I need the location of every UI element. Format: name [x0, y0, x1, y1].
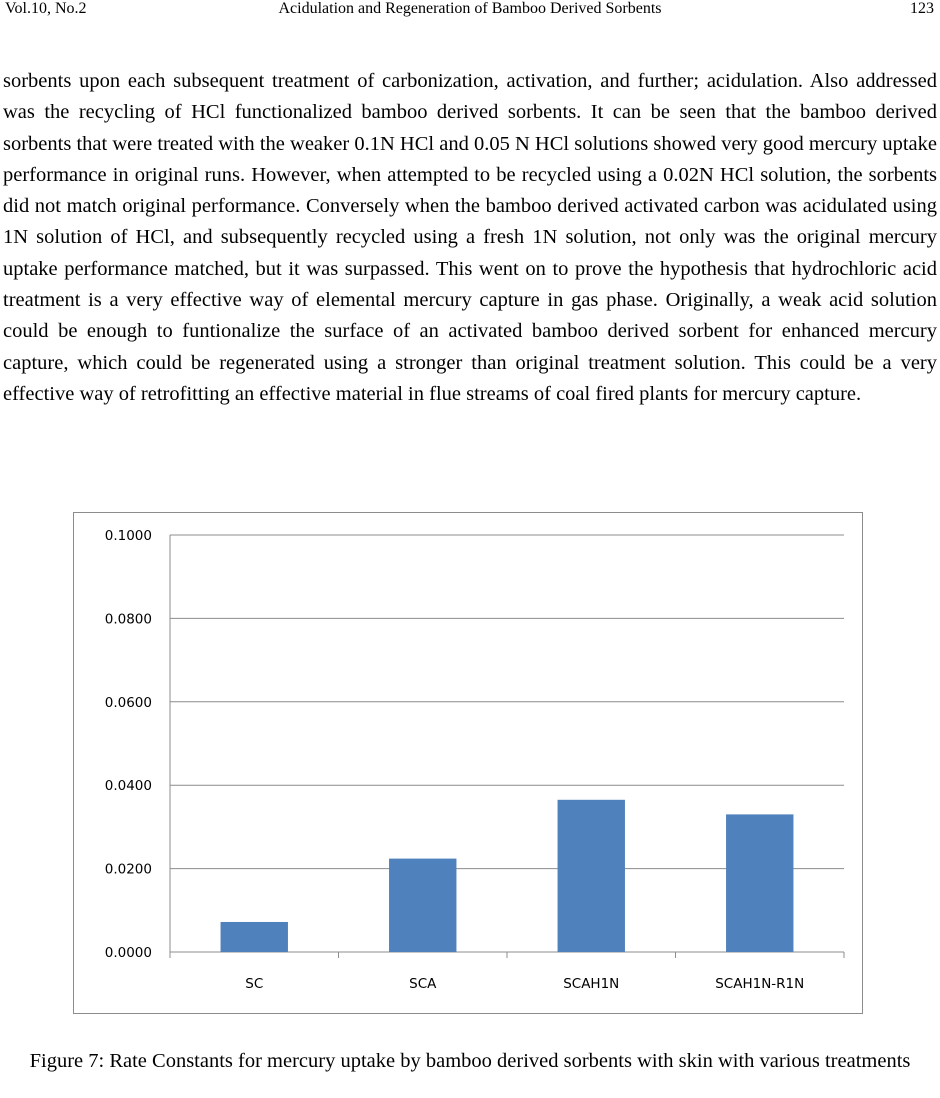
y-tick-label: 0.1000 — [104, 528, 152, 544]
page-header — [0, 0, 940, 22]
volume-info: Vol.10, No.2 — [5, 0, 87, 17]
y-tick-label: 0.0400 — [104, 778, 152, 795]
figure-caption: Figure 7: Rate Constants for mercury uptake by bamboo derived sorbents with skin with various treatments — [29, 1050, 911, 1072]
x-tick-label: SCAH1N-R1N — [715, 976, 805, 992]
y-tick-label: 0.0200 — [104, 861, 152, 878]
x-tick-label: SCAH1N — [563, 976, 620, 992]
page-number: 123 — [910, 0, 934, 17]
bar — [221, 922, 288, 952]
bar — [389, 859, 456, 952]
y-tick-label: 0.0000 — [104, 945, 152, 961]
bar-chart — [73, 512, 863, 1014]
x-tick-label: SC — [245, 976, 264, 992]
body-paragraph: sorbents upon each subsequent treatment of carbonization, activation, and further; acidulation. Also addressed was the recycling of HCl functionalized bamboo derived sorbents. It can be seen that the bamboo derived sorbents that were treated with the weaker 0.1N HCl and 0.05 N HCl solutions showed very good mercury uptake performance in original runs. However, when attempted to be recycled using a 0.02N HCl solution, the sorbents did not match original performance. Conversely when the bamboo derived activated carbon was acidulated using 1N solution of HCl, and subsequently recycled using a fresh 1N solution, not only was the original mercury uptake performance matched, but it was surpassed. This went on to prove the hypothesis that hydrochloric acid treatment is a very effective way of elemental mercury capture in gas phase. Originally, a weak acid solution could be enough to funtionalize the surface of an activated bamboo derived sorbent for enhanced mercury capture, which could be regenerated using a stronger than original treatment solution. This could be a very effective way of retrofitting an effective material in flue streams of coal fired plants for mercury capture. — [3, 70, 937, 405]
bar — [558, 800, 625, 952]
y-tick-label: 0.0800 — [104, 611, 152, 628]
x-tick-label: SCA — [409, 976, 437, 992]
bar — [726, 814, 793, 952]
chart-canvas — [74, 513, 864, 1015]
y-tick-label: 0.0600 — [104, 694, 152, 711]
running-title: Acidulation and Regeneration of Bamboo Derived Sorbents — [278, 0, 662, 17]
